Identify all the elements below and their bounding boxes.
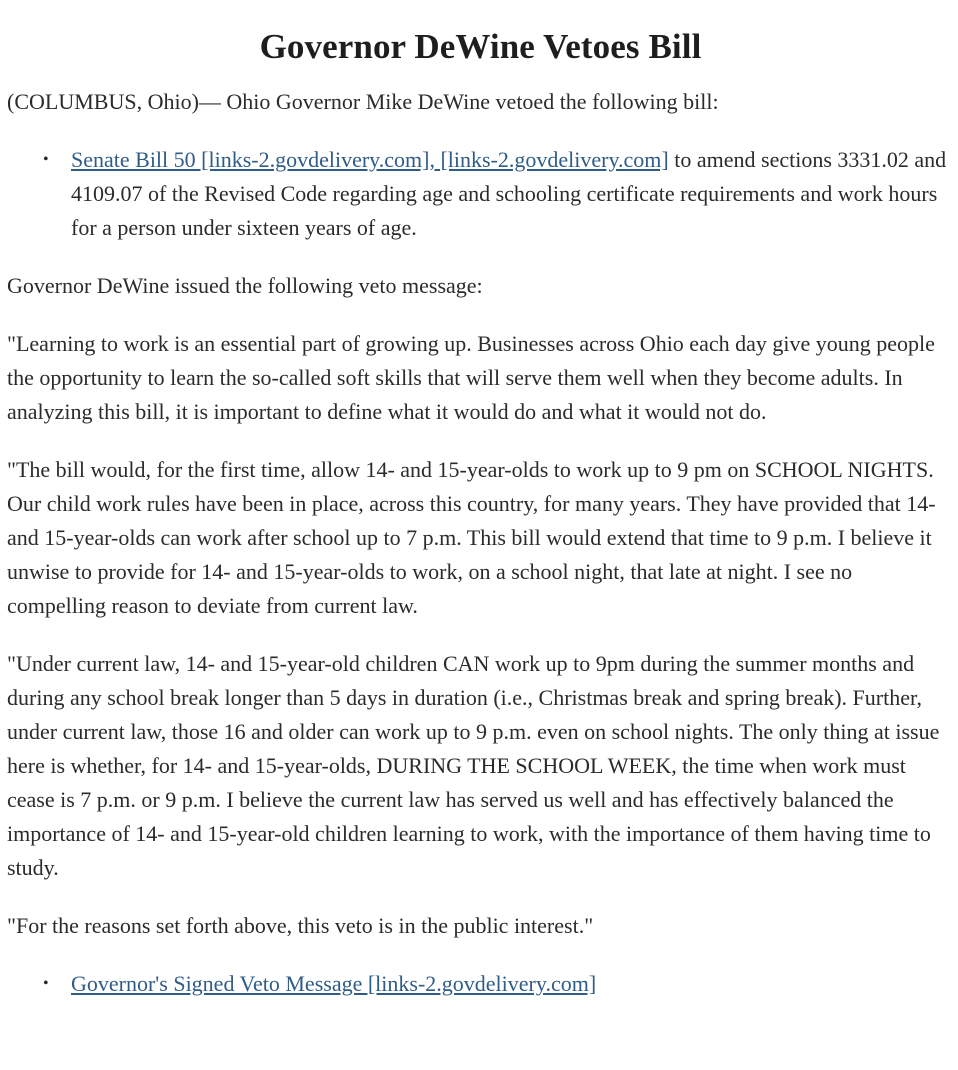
veto-paragraph-1: "Learning to work is an essential part of growing up. Businesses across Ohio each day give young people the opportunity to learn the so-called soft skills that will serve them well when they become adults. In analyzing this bill, it is important to define what it would do and what it would not do. xyxy=(7,331,935,424)
dateline-paragraph: (COLUMBUS, Ohio)— Ohio Governor Mike DeWine vetoed the following bill: xyxy=(7,89,719,114)
veto-message-intro: Governor DeWine issued the following veto message: xyxy=(7,273,483,298)
page-title: Governor DeWine Vetoes Bill xyxy=(259,27,702,66)
signed-veto-message-link[interactable]: Governor's Signed Veto Message [links-2.govdelivery.com] xyxy=(71,971,597,996)
bill-list xyxy=(7,143,954,245)
list-item xyxy=(43,967,954,1001)
veto-paragraph-4: "For the reasons set forth above, this veto is in the public interest." xyxy=(7,913,594,938)
senate-bill-50-link[interactable]: Senate Bill 50 [links-2.govdelivery.com], [links-2.govdelivery.com] xyxy=(71,147,669,172)
list-item xyxy=(43,143,954,245)
veto-paragraph-2: "The bill would, for the first time, allow 14- and 15-year-olds to work up to 9 pm on SCHOOL NIGHTS. Our child work rules have been in place, across this country, for many years. They have provided that 14- and 15-year-olds can work after school up to 7 p.m. This bill would extend that time to 9 p.m. I believe it unwise to provide for 14- and 15-year-olds to work, on a school night, that late at night. I see no compelling reason to deviate from current law. xyxy=(7,457,936,618)
bill-description: to amend sections 3331.02 and 4109.07 of the Revised Code regarding age and schooling certificate requirements and work hours for a person under sixteen years of age. xyxy=(71,147,947,240)
veto-paragraph-3: "Under current law, 14- and 15-year-old children CAN work up to 9pm during the summer months and during any school break longer than 5 days in duration (i.e., Christmas break and spring break). Further, under current law, those 16 and older can work up to 9 p.m. even on school nights. The only thing at issue here is whether, for 14- and 15-year-olds, DURING THE SCHOOL WEEK, the time when work must cease is 7 p.m. or 9 p.m. I believe the current law has served us well and has effectively balanced the importance of 14- and 15-year-old children learning to work, with the importance of them having time to study. xyxy=(7,651,940,880)
bullet-icon: • xyxy=(43,975,49,992)
signed-message-list xyxy=(7,967,954,1001)
bullet-icon: • xyxy=(43,151,49,168)
